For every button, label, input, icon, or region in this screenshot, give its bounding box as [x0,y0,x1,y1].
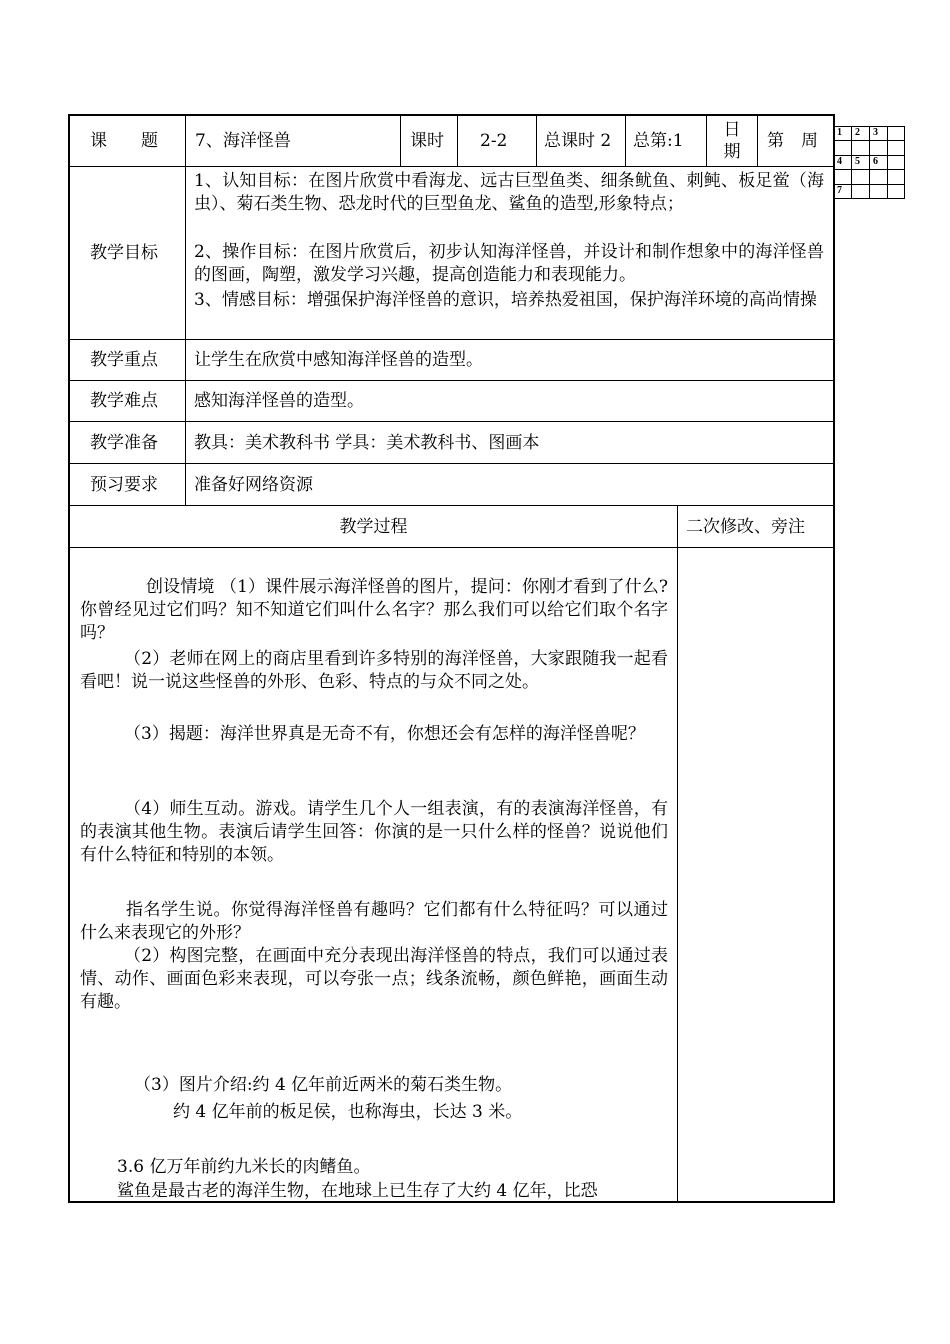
preview-value: 准备好网络资源 [194,475,313,495]
row-divider [68,505,835,506]
key-point-value: 让学生在欣赏中感知海洋怪兽的造型。 [194,350,483,370]
mini-calendar [834,126,905,199]
key-point-label: 教学重点 [90,350,158,370]
header-cell-divider [536,114,537,166]
calendar-cell: 5 [855,156,860,167]
table-right-border [833,114,835,1203]
calendar-cell: 4 [837,156,842,167]
process-paragraph: （2）构图完整，在画面中充分表现出海洋怪兽的特点，我们可以通过表情、动作、画面色彩来表现，可以夸张一点；线条流畅，颜色鲜艳，画面生动有趣。 [80,946,668,1012]
process-paragraph: （3）图片介绍:约 4 亿年前近两米的菊石类生物。 [134,1075,513,1095]
subject-value: 7、海洋怪兽 [195,131,291,151]
period-label: 课时 [410,131,444,151]
objective-item: 1、认知目标：在图片欣赏中看海龙、远古巨型鱼类、细条鱿鱼、刺鲀、板足鲎（海虫）、菊石类生物、恐龙时代的巨型鱼龙、鲨鱼的造型,形象特点； [194,171,824,214]
table-left-border [68,114,70,1203]
process-paragraph: 约 4 亿年前的板足侯，也称海虫，长达 3 米。 [173,1102,523,1122]
row-divider [68,166,835,167]
preparation-label: 教学准备 [90,433,158,453]
table-top-border [68,114,835,116]
row-divider [68,339,835,340]
header-cell-divider [457,114,458,166]
notes-header: 二次修改、旁注 [686,517,805,537]
difficulty-value: 感知海洋怪兽的造型。 [194,391,364,411]
header-cell-divider [706,114,707,166]
calendar-cell: 3 [873,127,878,138]
process-paragraph: （4）师生互动。游戏。请学生几个人一组表演，有的表演海洋怪兽，有的表演其他生物。表演后请学生回答：你演的是一只什么样的怪兽？说说他们有什么特征和特别的本领。 [80,799,668,865]
preview-label: 预习要求 [90,475,158,495]
week-label: 第 周 [767,131,818,151]
difficulty-label: 教学难点 [90,391,158,411]
period-value: 2-2 [480,131,508,151]
notes-column-divider [677,505,678,1203]
total-period: 总课时 2 [544,131,612,151]
preparation-value: 教具：美术教科书 学具：美术教科书、图画本 [194,433,540,453]
process-paragraph: 指名学生说。你觉得海洋怪兽有趣吗？它们都有什么特征吗？可以通过什么来表现它的外形？ [80,900,668,943]
calendar-cell: 1 [837,127,842,138]
process-paragraph: 创设情境 （1）课件展示海洋怪兽的图片，提问：你刚才看到了什么?你曾经见过它们吗？知不知道它们叫什么名字？那么我们可以给它们取个名字吗？ [80,577,668,643]
calendar-cell: 7 [837,185,842,196]
process-paragraph: （3）揭题：海洋世界真是无奇不有，你想还会有怎样的海洋怪兽呢？ [124,724,645,744]
calendar-cell: 6 [873,156,878,167]
header-cell-divider [400,114,401,166]
row-divider [68,380,835,381]
total-number: 总第:1 [633,131,684,151]
date-label: 日期 [723,120,741,162]
process-paragraph: 鲨鱼是最古老的海洋生物，在地球上已生存了大约 4 亿年，比恐 [117,1181,598,1201]
row-divider [68,463,835,464]
label-column-divider [185,114,186,505]
process-paragraph: （2）老师在网上的商店里看到许多特别的海洋怪兽，大家跟随我一起看看吧！说一说这些怪兽的外形、色彩、特点的与众不同之处。 [80,649,668,692]
objective-item: 2、操作目标：在图片欣赏后，初步认知海洋怪兽，并设计和制作想象中的海洋怪兽的图画，陶塑，激发学习兴趣，提高创造能力和表现能力。 [194,242,824,285]
row-divider [68,547,835,548]
process-paragraph: 3.6 亿万年前约九米长的肉鳍鱼。 [117,1157,371,1177]
header-cell-divider [757,114,758,166]
calendar-cell: 2 [855,127,860,138]
row-divider [68,421,835,422]
objectives-label: 教学目标 [90,243,158,263]
header-cell-divider [625,114,626,166]
process-header: 教学过程 [339,517,408,537]
subject-label: 课 题 [90,131,158,151]
objective-item: 3、情感目标：增强保护海洋怪兽的意识，培养热爱祖国，保护海洋环境的高尚情操 [194,290,817,310]
